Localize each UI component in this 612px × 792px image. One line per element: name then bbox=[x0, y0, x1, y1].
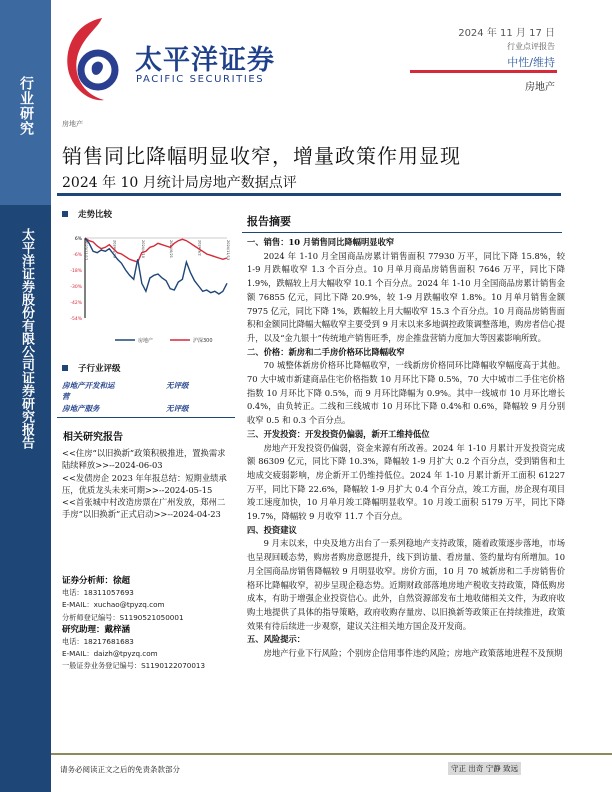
assistant-title: 研究助理：戴梓涵 bbox=[62, 624, 131, 635]
report-type: 行业点评报告 bbox=[507, 42, 555, 51]
subindustry-divider bbox=[57, 417, 235, 418]
subindustry-heading bbox=[62, 362, 121, 374]
bullet-square-icon bbox=[62, 365, 68, 371]
legend-label: 房地产 bbox=[138, 338, 154, 344]
section-heading: 一、销售：10 月销售同比降幅明显收窄 bbox=[247, 237, 395, 247]
page-subtitle: 2024 年 10 月统计局房地产数据点评 bbox=[62, 175, 297, 191]
subindustry-rating: 无评级 bbox=[166, 381, 189, 390]
footer-motto: 守正 出奇 宁静 致远 bbox=[448, 762, 521, 775]
title-divider bbox=[57, 193, 561, 196]
section-text: 2024 年 1-10 月全国商品房累计销售面积 77930 万平，同比下降 15.8%，较 1-9 月跌幅收窄 1.3 个百分点。10 月单月商品房销售面积 7646 万平，同比下降 1.9%，跌幅较上月大幅收窄 10.1 个百分点。2024 年 1-10 月全国商品房累计销售金额 76855 亿元，同比下降 20.9%，较 1-9 月跌幅收窄 1.8%。10 月单月销售金额 7975 亿元，同比下降 1%，跌幅较上月大幅收窄 15.3 个百分点。10 月商品房销售面积和金额同比降幅大幅收窄主要受到 9 月末以来多地调控政策调整落地，购房者信心提升，以及“金九银十”传统地产销售旺季，房企推盘营销力度加大等因素影响所致。 bbox=[247, 250, 565, 343]
sidebar-label-industry-research: 行业研究 bbox=[18, 76, 34, 136]
related-report-link[interactable]: <<发债房企 2023 年年报总结：短期业绩承压，优质龙头未来可期>>--2024-05-15 bbox=[62, 472, 227, 495]
trend-heading bbox=[62, 208, 112, 220]
x-tick-label: 2023/11/17 bbox=[84, 240, 88, 261]
legend-label: 沪深300 bbox=[193, 338, 213, 344]
brand-name-cn: 太平洋证券 bbox=[135, 45, 275, 76]
related-report-link[interactable]: <<首张城中村改造房票在广州发放，郑州二手房“以旧换新”正式启动>>--2024-04-23 bbox=[62, 497, 226, 520]
analyst-info bbox=[62, 575, 237, 673]
sector: 房地产 bbox=[525, 82, 555, 93]
assistant-reg: 一般证券业务登记编号：S1190122070013 bbox=[62, 661, 206, 671]
analyst-reg: 分析师登记编号：S1190521050001 bbox=[62, 612, 184, 622]
analyst-phone: 电话：18311057693 bbox=[62, 588, 134, 598]
trend-title: 走势比较 bbox=[78, 210, 113, 220]
assistant-email[interactable]: E-MAIL：daizh@tpyzq.com bbox=[62, 649, 158, 659]
section-text: 房地产开发投资仍偏弱，资金来源有所改善。2024 年 1-10 月累计开发投资完成额 86309 亿元，同比下降 10.3%，降幅较 1-9 月扩大 0.2 个百分点，受到销售和土地成交疲弱影响，房企新开工仍维持低位。2024 年 1-10 月累计新开工面积 61227 万平，同比下降 22.6%，降幅较 1-9 月扩大 0.4 个百分点，竣工方面，房企现有项目竣工速度加快，10 月单月竣工降幅明显收窄。10 月竣工面积 5179 万平，同比下降 19.7%，降幅较 9 月收窄 11.7 个百分点。 bbox=[247, 442, 565, 522]
footer-disclaimer: 请务必阅读正文之后的免责条款部分 bbox=[60, 765, 180, 774]
x-tick-label: 2024/11/13 bbox=[226, 240, 230, 261]
subindustry-name: 房地产开发和运营 bbox=[62, 381, 115, 401]
section-heading: 三、开发投资：开发投资仍偏弱，新开工维持低位 bbox=[247, 428, 430, 439]
pacific-logo-icon bbox=[62, 14, 122, 104]
report-date: 2024 年 11 月 17 日 bbox=[458, 28, 555, 39]
sidebar-label-company: 太平洋证券股份有限公司证券研究报告 bbox=[19, 228, 34, 449]
x-tick-label: 2024/4/10 bbox=[140, 240, 145, 258]
section-text: 房地产行业下行风险；个别房企信用事件违约风险；房地产政策落地进程不及预期 bbox=[263, 648, 563, 659]
header-divider bbox=[410, 70, 557, 73]
y-tick-label: 6% bbox=[74, 237, 82, 242]
analyst-email[interactable]: E-MAIL：xuchao@tpyzq.com bbox=[62, 600, 165, 610]
related-title: 相关研究报告 bbox=[63, 432, 123, 443]
assistant-phone: 电话：18217681683 bbox=[62, 637, 134, 647]
analyst-title: 证券分析师：徐超 bbox=[62, 576, 131, 586]
related-report-link[interactable]: <<住房“以旧换新”政策积极推进，置换需求陆续释放>>--2024-06-03 bbox=[62, 448, 226, 471]
footer-divider bbox=[51, 753, 612, 755]
summary-divider bbox=[242, 232, 562, 233]
x-tick-label: 2024/1/29 bbox=[112, 240, 117, 258]
subindustry-name: 房地产服务 bbox=[62, 404, 100, 413]
subindustry-title: 子行业评级 bbox=[78, 364, 121, 374]
y-tick-label: -42% bbox=[70, 301, 82, 306]
x-tick-label: 2024/6/21 bbox=[169, 240, 174, 258]
bullet-square-icon bbox=[62, 211, 68, 217]
brand-name-en: PACIFIC SECURITIES bbox=[136, 74, 265, 85]
summary-title: 报告摘要 bbox=[247, 215, 291, 228]
trend-chart bbox=[55, 228, 235, 352]
y-tick-label: -6% bbox=[73, 253, 82, 258]
summary-body bbox=[247, 236, 565, 661]
related-reports bbox=[62, 447, 232, 521]
y-tick-label: -18% bbox=[70, 269, 82, 274]
rating: 中性/维持 bbox=[507, 56, 555, 69]
x-tick-label: 2024/9/2 bbox=[197, 240, 202, 256]
y-tick-label: -54% bbox=[70, 317, 82, 322]
section-text: 70 城整体新房价格环比降幅收窄，一线新房价格同环比降幅收窄幅度高于其他。70 大中城市新建商品住宅价格指数 10 月环比下降 0.5%，70 大中城市二手住宅价格指数 10 月环比下降 0.5%，而 9 月环比降幅为 0.9%。其中一线城市 10 月环比增长 0.4%，由负转正。二线和三线城市 10 月环比下降 0.4%和 0.6%，降幅较 9 月分别收窄 0.5 和 0.3 个百分点。 bbox=[247, 360, 565, 426]
page-title: 销售同比降幅明显收窄，增量政策作用显现 bbox=[62, 144, 461, 168]
y-tick-label: -30% bbox=[70, 285, 82, 290]
section-heading: 五、风险提示： bbox=[247, 634, 306, 645]
section-text: 9 月末以来，中央及地方出台了一系列稳地产支持政策，随着政策逐步落地，市场也呈现回暖态势，购房者购房意愿提升，线下到访量、看房量、签约量均有所增加。10 月全国商品房销售降幅较 9 月明显收窄。房价方面，10 月 70 城新房和二手房销售价格环比降幅收窄，初步呈现企稳态势。近期财政部落地房地产税收支持政策，降低购房成本，有助于增强企业投资信心。此外，自然资源部发布土地收储相关文件，为政府收购土地提供了具体的指导策略，政府收购存量房、以旧换新等政策正在持续推进，政策效果有待后续进一步观察，建议关注相关地方国企及开发商。 bbox=[247, 538, 565, 631]
section-heading: 四、投资建议 bbox=[247, 524, 297, 535]
subindustry-rating: 无评级 bbox=[166, 404, 189, 413]
section-heading: 二、价格：新房和二手房价格环比降幅收窄 bbox=[247, 346, 405, 357]
category-label: 房地产 bbox=[62, 120, 83, 128]
